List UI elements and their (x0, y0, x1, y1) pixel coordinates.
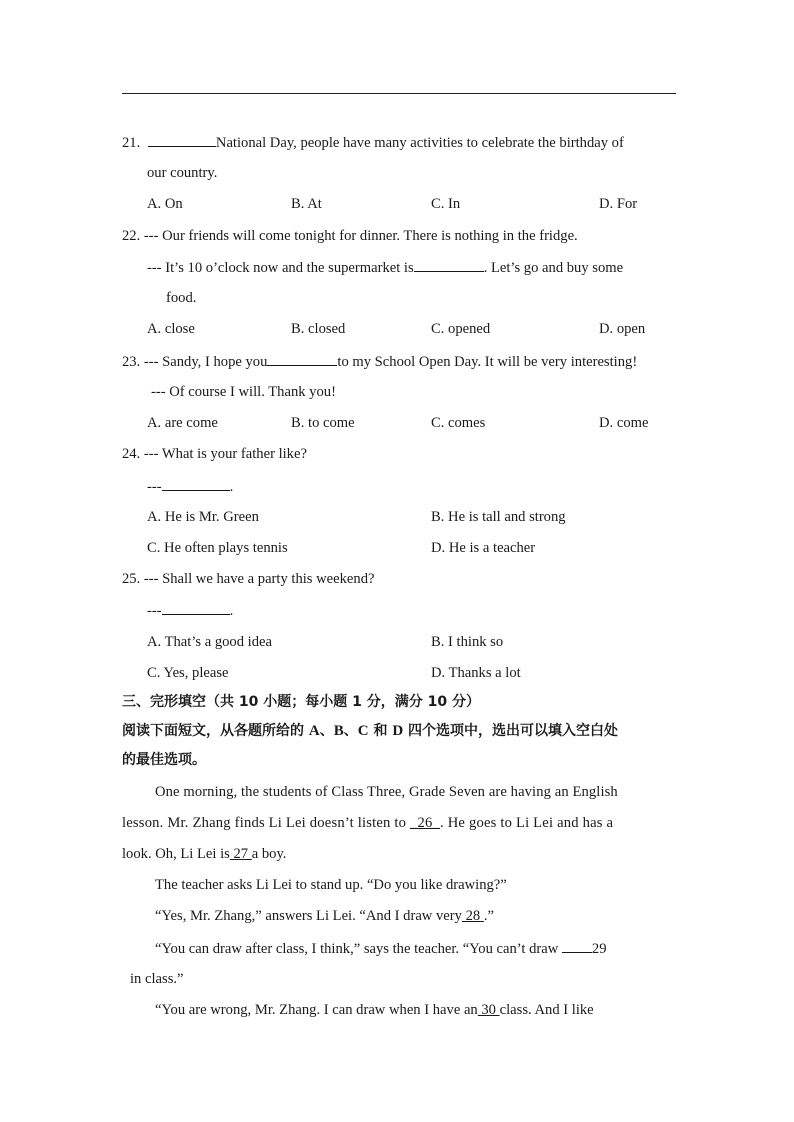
passage-p1-line1: One morning, the students of Class Three, Grade Seven are having an English (155, 784, 618, 800)
q23-line2: --- Of course I will. Thank you! (151, 384, 336, 400)
q21-option-b: B. At (291, 196, 322, 212)
q24-dash: --- (147, 479, 162, 495)
q25-option-c: C. Yes, please (147, 665, 229, 681)
q21-option-a: A. On (147, 196, 183, 212)
p1-l3-text-c: a boy. (251, 846, 287, 862)
p1-l3-text-a: look. Oh, Li Lei is (122, 846, 230, 862)
q22-option-d: D. open (599, 321, 646, 337)
q23-option-a: A. are come (147, 415, 218, 431)
q25-line1 (122, 570, 374, 588)
q23-option-c: C. comes (431, 415, 486, 431)
q22-line2-text-a: --- It’s 10 o’clock now and the supermarket is (147, 260, 414, 276)
p1-l2-text-a: lesson. Mr. Zhang finds Li Lei doesn’t listen to (122, 815, 410, 831)
q24-blank (162, 477, 230, 491)
q22-line3: food. (166, 290, 197, 306)
p5-text-c: class. And I like (499, 1002, 594, 1018)
q22-blank (414, 258, 484, 272)
p1-l2-text-c: . He goes to Li Lei and has a (440, 815, 614, 831)
q23-option-d: D. come (599, 415, 649, 431)
section3-instructions-line2: 的最佳选项。 (122, 752, 206, 768)
passage-p1-line2 (122, 814, 613, 832)
q21-stem-text: National Day, people have many activities to celebrate the birthday of (215, 135, 624, 151)
q22-line2-text-b: . Let’s go and buy some (483, 260, 624, 276)
instr-sep-1: 、 (319, 723, 334, 739)
q24-period: . (229, 479, 234, 495)
blank-30: 30 (477, 1002, 500, 1018)
passage-p4-line1 (155, 939, 606, 958)
q23-blank (267, 352, 337, 366)
q22-line1-text: --- Our friends will come tonight for dinner. There is nothing in the fridge. (143, 228, 578, 244)
section3-heading: 三、完形填空（共 10 小题；每小题 1 分，满分 10 分） (122, 694, 480, 710)
blank-27: 27 (229, 846, 252, 862)
q22-number: 22. (122, 228, 141, 244)
q25-option-a: A. That’s a good idea (147, 634, 272, 650)
q25-blank (162, 601, 230, 615)
q23-option-b: B. to come (291, 415, 355, 431)
q22-option-c: C. opened (431, 321, 491, 337)
q21-stem-line1 (122, 133, 624, 152)
passage-p1-line3 (122, 845, 286, 863)
q25-option-b: B. I think so (431, 634, 504, 650)
instr-text-3: 四个选项中，选出可以填入空白处 (403, 723, 619, 739)
q21-stem-line2: our country. (147, 165, 218, 181)
q24-line1-text: --- What is your father like? (143, 446, 307, 462)
q21-option-c: C. In (431, 196, 461, 212)
q25-dash: --- (147, 603, 162, 619)
blank-29-number: 29 (591, 941, 607, 957)
q22-option-a: A. close (147, 321, 195, 337)
q23-line1-text-a: --- Sandy, I hope you (143, 354, 268, 370)
q24-option-a: A. He is Mr. Green (147, 509, 259, 525)
passage-p2: The teacher asks Li Lei to stand up. “Do you like drawing?” (155, 877, 507, 893)
q25-period: . (229, 603, 234, 619)
q21-number: 21. (122, 135, 141, 151)
passage-p5 (155, 1001, 594, 1019)
q25-line2 (147, 601, 233, 620)
q23-line1-text-b: to my School Open Day. It will be very interesting! (337, 354, 638, 370)
q24-line1 (122, 445, 307, 463)
q22-line2 (147, 258, 623, 277)
q21-blank (148, 133, 216, 147)
instr-letter-b: B (333, 723, 344, 739)
q22-line1 (122, 227, 578, 245)
header-rule (122, 93, 676, 94)
q21-option-d: D. For (599, 196, 638, 212)
instr-letter-c: C (357, 723, 369, 739)
q24-option-b: B. He is tall and strong (431, 509, 566, 525)
p3-text-c: .” (483, 908, 494, 924)
instr-text-1: 阅读下面短文，从各题所给的 (122, 723, 309, 739)
q24-number: 24. (122, 446, 141, 462)
passage-p4-line2: in class.” (130, 971, 184, 987)
q24-line2 (147, 477, 233, 496)
q25-option-d: D. Thanks a lot (431, 665, 521, 681)
q22-option-b: B. closed (291, 321, 346, 337)
blank-28: 28 (461, 908, 484, 924)
instr-letter-d: D (392, 723, 404, 739)
instr-text-2: 和 (368, 723, 393, 739)
q24-option-d: D. He is a teacher (431, 540, 536, 556)
instr-sep-2: 、 (343, 723, 358, 739)
p3-text-a: “Yes, Mr. Zhang,” answers Li Lei. “And I draw very (155, 908, 462, 924)
q25-number: 25. (122, 571, 141, 587)
p4-text-a: “You can draw after class, I think,” says the teacher. “You can’t draw (155, 941, 562, 957)
instr-letter-a: A (308, 723, 320, 739)
blank-26: _26_ (410, 815, 440, 831)
q23-number: 23. (122, 354, 141, 370)
passage-p3 (155, 907, 494, 925)
q23-line1 (122, 352, 637, 371)
section3-instructions-line1 (122, 722, 618, 740)
p5-text-a: “You are wrong, Mr. Zhang. I can draw when I have an (155, 1002, 478, 1018)
blank-29-line (562, 939, 592, 953)
q24-option-c: C. He often plays tennis (147, 540, 288, 556)
q25-line1-text: --- Shall we have a party this weekend? (143, 571, 375, 587)
